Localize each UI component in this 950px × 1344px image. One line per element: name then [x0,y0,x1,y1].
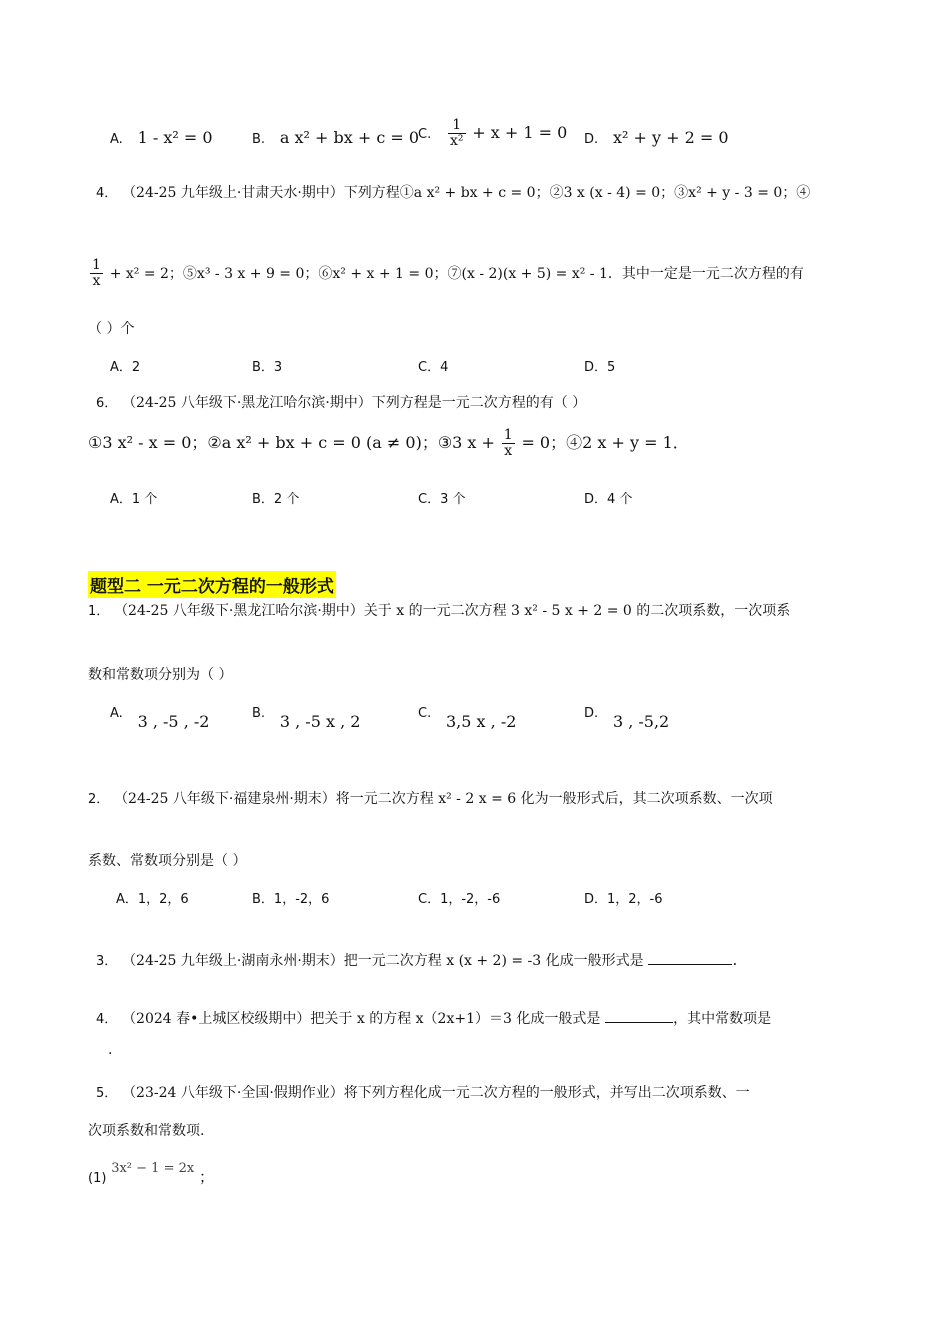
option-label: C. [418,706,432,721]
answer-blank[interactable] [605,1008,673,1023]
question-text: （2024 春•上城区校级期中）把关于 x 的方程 x（2x+1）＝3 化成一般式是 [122,1011,601,1027]
s2q2-stem-line2 [88,850,246,870]
question-text: （24-25 八年级下·黑龙江哈尔滨·期中）下列方程是一元二次方程的有（ ） [122,395,587,411]
s2q1-stem-line1 [88,600,790,620]
question-text: + x² = 2；⑤x³ - 3 x + 9 = 0；⑥x² + x + 1 = 0；⑦(x - 2)(x + 5) = x² - 1．其中一定是一元二次方程的有 [109,265,804,282]
s2q2-option-a: A．1，2，6 [116,892,189,907]
fraction-denominator: x [92,273,101,290]
s2q1-option-b [252,702,361,731]
option-label: A. [110,132,123,147]
q3-option-a [110,128,213,147]
q4-option-b: B．3 [252,360,283,375]
question-number: 4． [96,1012,118,1027]
s2q1-stem-line2 [88,664,232,684]
question-number: 2． [88,792,110,807]
question-text: 系数、常数项分别是（ ） [88,853,247,869]
option-label: D. [584,706,599,721]
fraction [90,258,103,290]
q6-stem [96,392,586,412]
option-text: 3 , -5,2 [612,712,670,731]
fraction [502,428,515,460]
question-text: （24-25 九年级上·湖南永州·期末）把一元二次方程 x (x + 2) = -3 化成一般形式是 [122,953,644,969]
s2q3-stem [96,950,737,970]
q3-option-c [418,118,567,150]
q3-option-b [252,128,419,147]
q4-option-a: A．2 [110,360,141,375]
equation-text: = 0；④2 x + y = 1． [521,432,689,452]
s2q1-option-d [584,702,670,731]
question-number: 5． [96,1086,118,1101]
sub-question-label: (1) [88,1171,107,1186]
q6-option-a: A．1 个 [110,492,158,507]
option-text: 3 , -5 , -2 [137,712,210,731]
s2q1-option-c [418,702,517,731]
s2q5-sub1 [88,1158,215,1186]
q4-stem-line3 [88,318,134,338]
option-text: 3,5 x , -2 [446,712,517,731]
equation-text: ①3 x² - x = 0；②a x² + bx + c = 0 (a ≠ 0)；③3 x + [88,432,495,452]
s2q4-stem-line2 [108,1040,112,1058]
answer-blank[interactable] [648,950,732,965]
fraction-denominator: x [504,443,513,460]
section-heading: 题型二 一元二次方程的一般形式 [88,571,336,598]
q6-option-c: C．3 个 [418,492,466,507]
question-text: （24-25 九年级上·甘肃天水·期中）下列方程①a x² + bx + c = 0；②3 x (x - 4) = 0；③x² + y - 3 = 0；④ [122,185,811,201]
question-text: （24-25 八年级下·福建泉州·期末）将一元二次方程 x² - 2 x = 6 化为一般形式后，其二次项系数、一次项 [114,791,773,807]
s2q2-stem-line1 [88,788,773,808]
fraction-numerator: 1 [448,118,466,134]
s2q2-option-b: B．1，-2，6 [252,892,330,907]
question-text: . [108,1042,113,1058]
fraction-numerator: 1 [503,427,513,443]
q6-option-d: D．4 个 [584,492,633,507]
option-label: C. [418,126,432,142]
question-text-mid: ，其中常数项是 [673,1011,772,1027]
fraction-numerator: 1 [92,257,101,273]
question-number: 6． [96,396,118,411]
question-number: 3． [96,954,118,969]
option-label: B. [252,706,266,721]
fraction-denominator: x² [450,133,464,150]
question-text: （23-24 八年级下·全国·假期作业）将下列方程化成一元二次方程的一般形式，并写出二次项系数、一 [122,1085,750,1101]
question-number: 1． [88,604,110,619]
option-text: 1 - x² = 0 [137,128,213,147]
option-text: x² + y + 2 = 0 [612,128,729,147]
q4-stem-line1 [96,182,810,202]
question-number: 4． [96,186,118,201]
option-text: 3 , -5 x , 2 [279,712,361,731]
option-text: a x² + bx + c = 0 [279,128,420,147]
question-text: （24-25 八年级下·黑龙江哈尔滨·期中）关于 x 的一元二次方程 3 x² - 5 x + 2 = 0 的二次项系数，一次项系 [114,603,791,619]
option-label: A. [110,706,123,721]
q6-option-b: B．2 个 [252,492,300,507]
s2q2-option-d: D．1，2，-6 [584,892,663,907]
s2q2-option-c: C．1，-2，-6 [418,892,501,907]
fraction [448,118,466,150]
q4-stem-line2 [88,258,804,290]
option-label: B. [252,132,266,147]
option-text: + x + 1 = 0 [472,122,568,142]
sub-question-end: ； [199,1168,215,1186]
option-label: D. [584,132,599,147]
question-text: 次项系数和常数项. [88,1123,205,1139]
s2q1-option-a [110,702,210,731]
s2q5-stem-line2 [88,1120,204,1140]
question-text: （ ）个 [88,321,135,337]
question-text-end: . [732,951,738,969]
question-text: 数和常数项分别为（ ） [88,667,233,683]
sub-question-equation: 3x² − 1 = 2x [111,1161,195,1176]
q3-option-d [584,128,729,147]
s2q4-stem [96,1008,771,1028]
q6-equations [88,428,689,460]
q4-option-d: D．5 [584,360,616,375]
q4-option-c: C．4 [418,360,449,375]
s2q5-stem-line1 [96,1082,750,1102]
